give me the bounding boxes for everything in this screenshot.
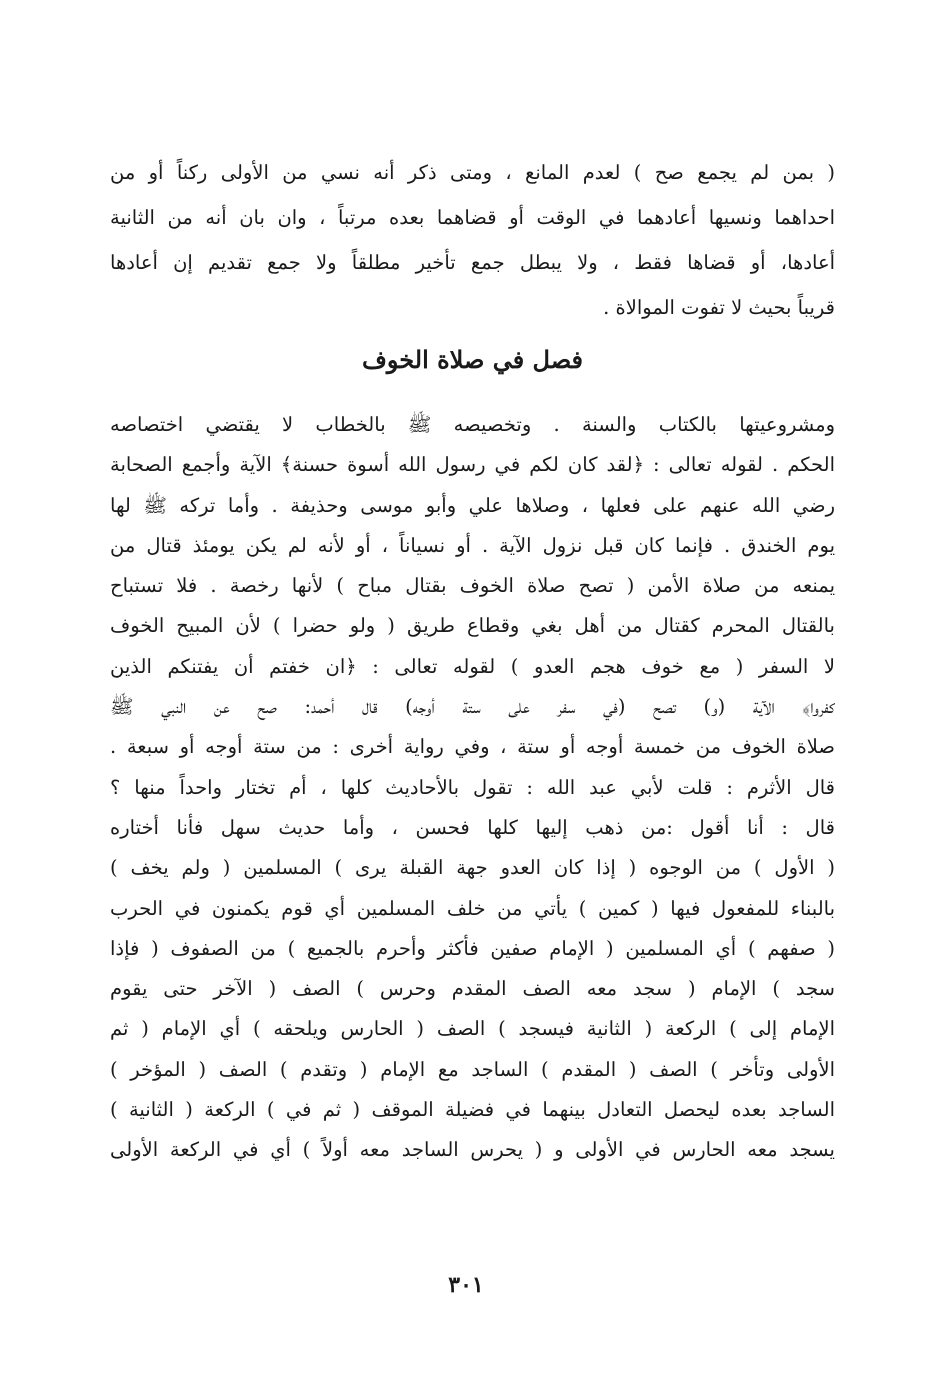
text-line: ( بمن لم يجمع صح ) لعدم المانع ، ومتى ذكر أنه نسي من الأولى ركناً أو من [110,161,835,184]
page-number: ٣٠١ [448,1272,484,1298]
text-line: يوم الخندق . فإنما كان قبل نزول الآية . أو نسياناً ، أو لأنه لم يكن يومئذ قتال من [110,533,835,557]
text-line: قال الأثرم : قلت لأبي عبد الله : تقول بالأحاديث كلها ، أم تختار واحداً منها ؟ [110,775,835,799]
text-line: احداهما ونسيها أعادهما في الوقت أو قضاهما بعده مرتباً ، وان بان أنه من الثانية [110,206,835,229]
text-line: قريباً بحيث لا تفوت الموالاة . [603,296,835,319]
text-line: ومشروعيتها بالكتاب والسنة . وتخصيصه ﷺ بالخطاب لا يقتضي اختصاصه [110,413,835,436]
section-heading: فصل في صلاة الخوف [361,345,584,374]
text-line: بالقتال المحرم كقتال من أهل بغي وقطاع طريق ( ولو حضرا ) لأن المبيح الخوف [110,614,835,638]
text-line: قال : أنا أقول :من ذهب إليها كلها فحسن ، وأما حديث سهل فأنا أختاره [110,815,835,839]
text-line: سجد ) الإمام ( سجد معه الصف المقدم وحرس ) الصف ( الآخر حتى يقوم [110,977,835,1001]
text-line: صلاة الخوف من خمسة أوجه أو ستة ، وفي رواية أخرى : من ستة أوجه أو سبعة . [110,735,835,759]
text-line: كفروا﴾ الآية (و) تصح (في سفر على ستة أوجه) قال أحمد: صح عن النبي ﷺ [110,695,835,719]
text-line: لا السفر ( مع خوف هجم العدو ) لقوله تعالى : ﴿ان خفتم أن يفتنكم الذين [110,654,835,678]
section-body [110,405,835,1171]
text-line: ( الأول ) من الوجوه ( إذا كان العدو جهة القبلة يرى ) المسلمين ( ولم يخف ) [110,856,835,880]
text-line: أعادها، أو قضاها فقط ، ولا يبطل جمع تأخير مطلقاً ولا جمع تقديم إن أعادها [110,251,835,274]
text-line: بالبناء للمفعول فيها ( كمين ) يأتي من خلف المسلمين أي قوم يكمنون في الحرب [110,896,835,920]
text-line: الساجد بعده ليحصل التعادل بينهما في فضيلة الموقف ( ثم في ) الركعة ( الثانية ) [110,1098,835,1122]
text-line: الأولى وتأخر ) الصف ( المقدم ) الساجد مع الإمام ( وتقدم ) الصف ( المؤخر ) [110,1057,835,1081]
continuation-paragraph [110,150,835,330]
text-line: الإمام إلى ) الركعة ( الثانية فيسجد ) الصف ( الحارس ويلحقه ) أي الإمام ( ثم [110,1017,835,1041]
text-line: رضي الله عنهم على فعلها ، وصلاها علي وأبو موسى وحذيفة . وأما تركه ﷺ لها [110,493,835,517]
text-line: الحكم . لقوله تعالى : ﴿لقد كان لكم في رسول الله أسوة حسنة﴾ الآية وأجمع الصحابة [110,453,835,477]
text-line: يمنعه من صلاة الأمن ( تصح صلاة الخوف بقتال مباح ) لأنها رخصة . فلا تستباح [110,574,835,598]
text-line: ( صفهم ) أي المسلمين ( الإمام صفين فأكثر وأحرم بالجميع ) من الصفوف ( فإذا [110,936,835,960]
text-line: يسجد معه الحارس في الأولى و ( يحرس الساجد معه أولاً ) أي في الركعة الأولى [110,1138,835,1162]
